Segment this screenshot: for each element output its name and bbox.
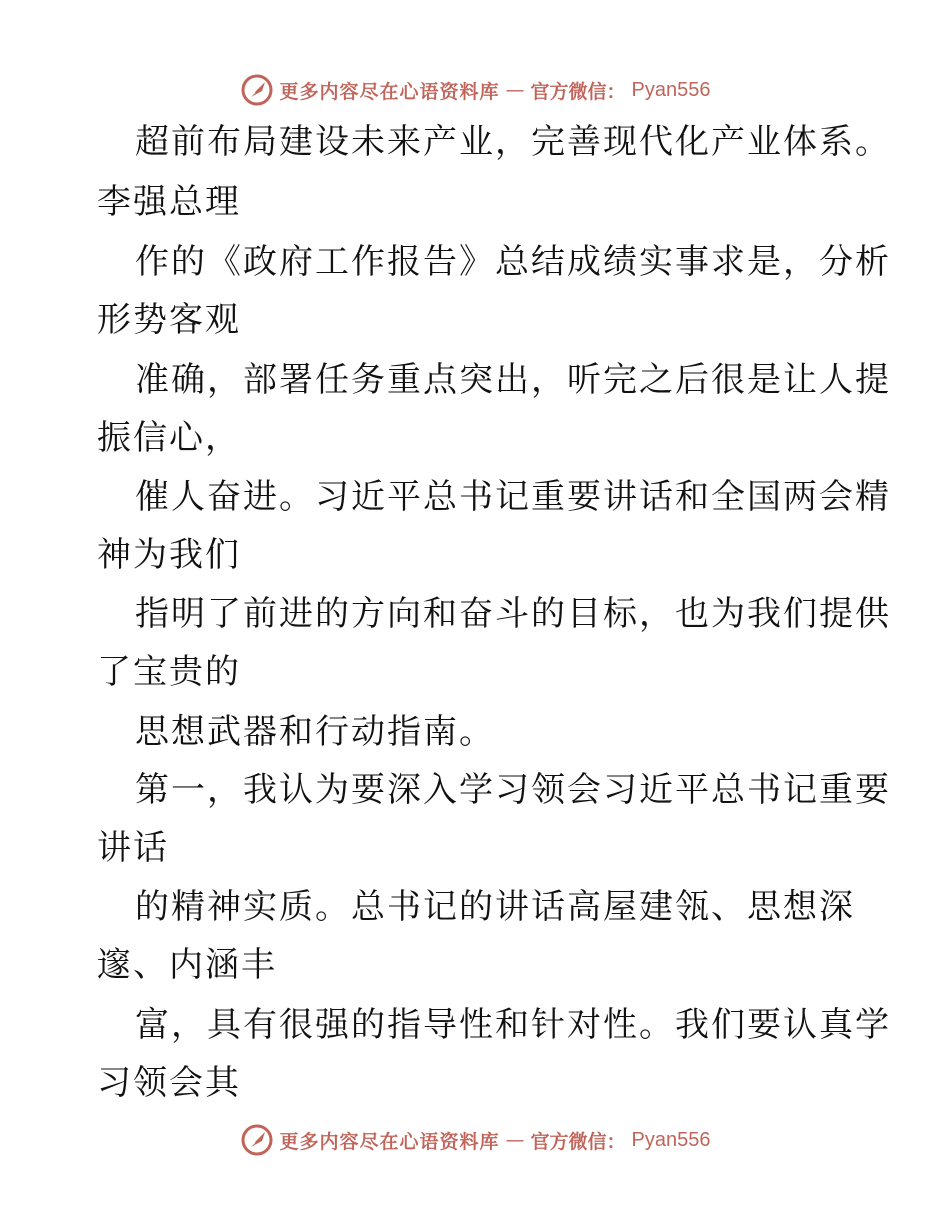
footer-brand-text: 更多内容尽在心语资料库 bbox=[279, 1130, 500, 1153]
body-line: 超前布局建设未来产业，完善现代化产业体系。 bbox=[135, 122, 891, 162]
footer-wechat-id: Pyan556 bbox=[631, 1128, 711, 1151]
quill-logo-icon bbox=[240, 73, 274, 107]
header-wechat-id: Pyan556 bbox=[631, 78, 711, 101]
body-line: 催人奋进。习近平总书记重要讲话和全国两会精 bbox=[135, 477, 891, 517]
body-line: 讲话 bbox=[97, 828, 169, 868]
body-line: 第一，我认为要深入学习领会习近平总书记重要 bbox=[135, 770, 891, 810]
header-dash: — bbox=[505, 79, 525, 101]
body-line: 李强总理 bbox=[97, 182, 241, 222]
body-line: 振信心， bbox=[97, 418, 241, 458]
body-line: 了宝贵的 bbox=[97, 652, 241, 692]
body-line: 的精神实质。总书记的讲话高屋建瓴、思想深 bbox=[135, 887, 855, 927]
body-line: 准确，部署任务重点突出，听完之后很是让人提 bbox=[135, 360, 891, 400]
body-line: 作的《政府工作报告》总结成绩实事求是，分析 bbox=[135, 242, 891, 282]
body-line: 邃、内涵丰 bbox=[97, 945, 277, 985]
footer-watermark bbox=[0, 1120, 950, 1160]
header-wechat-label: 官方微信： bbox=[530, 80, 626, 103]
body-line: 指明了前进的方向和奋斗的目标，也为我们提供 bbox=[135, 594, 891, 634]
body-line: 富，具有很强的指导性和针对性。我们要认真学 bbox=[135, 1005, 891, 1045]
body-line: 思想武器和行动指南。 bbox=[135, 712, 495, 752]
footer-wechat-label: 官方微信： bbox=[530, 1130, 626, 1153]
header-brand-text: 更多内容尽在心语资料库 bbox=[279, 80, 500, 103]
body-line: 神为我们 bbox=[97, 535, 241, 575]
body-line: 习领会其 bbox=[97, 1063, 241, 1103]
header-watermark bbox=[0, 70, 950, 110]
quill-logo-icon bbox=[240, 1123, 274, 1157]
body-line: 形势客观 bbox=[97, 300, 241, 340]
footer-dash: — bbox=[505, 1129, 525, 1151]
